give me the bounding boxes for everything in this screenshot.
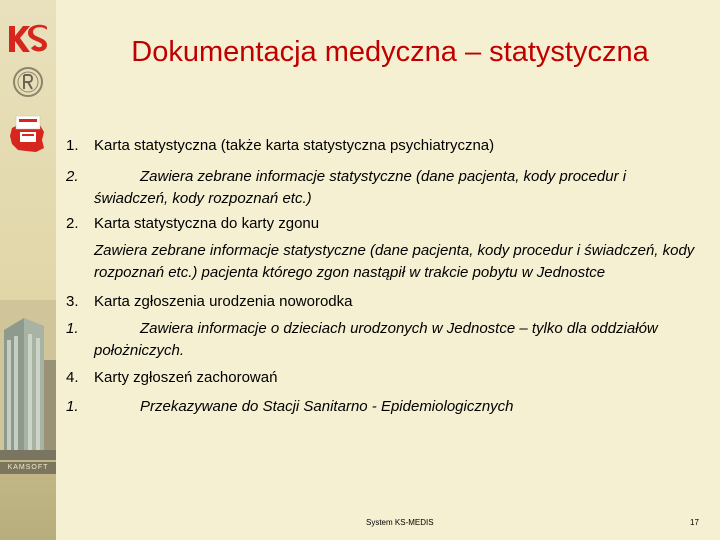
poland-map-icon (6, 114, 50, 156)
footer-system-name: System KS-MEDIS (366, 518, 434, 527)
subitem-text: Zawiera informacje o dzieciach urodzonych w Jednostce – tylko dla oddziałów położniczych. (94, 320, 658, 359)
list-item (66, 136, 494, 156)
building-photo (0, 300, 56, 460)
subitem-text: Zawiera zebrane informacje statystyczne (dane pacjenta, kody procedur i świadczeń, kody rozpoznań etc.) (94, 168, 627, 207)
item-number: 4. (66, 369, 79, 386)
list-item (66, 368, 277, 388)
list-subitem (66, 318, 706, 362)
subitem-number: 1. (66, 320, 79, 337)
item-label: Karta statystyczna (także karta statystyczna psychiatryczna) (94, 137, 495, 154)
item-label: Karta statystyczna do karty zgonu (94, 215, 320, 232)
subitem-number: 2. (66, 168, 79, 185)
kamsoft-label: KAMSOFT (0, 462, 56, 474)
page-number: 17 (690, 518, 699, 527)
item-number: 3. (66, 293, 79, 310)
subitem-text: Przekazywane do Stacji Sanitarno - Epidemiologicznych (140, 398, 514, 415)
sidebar (0, 0, 56, 540)
item-label: Karta zgłoszenia urodzenia noworodka (94, 293, 353, 310)
list-subitem (66, 166, 706, 210)
list-subitem-text: Zawiera zebrane informacje statystyczne (dane pacjenta, kody procedur i świadczeń, kody rozpoznań etc.) pacjenta którego zgon nastąpił w trakcie pobytu w Jednostce (94, 242, 695, 281)
subitem-number: 1. (66, 398, 79, 415)
registered-seal-icon (12, 66, 44, 98)
list-item (66, 214, 319, 234)
item-label: Karty zgłoszeń zachorowań (94, 369, 278, 386)
item-number: 2. (66, 215, 79, 232)
item-number: 1. (66, 137, 79, 154)
list-subitem (66, 396, 706, 418)
ks-logo-icon (6, 22, 50, 56)
slide-title: Dokumentacja medyczna – statystyczna (131, 36, 649, 68)
list-item (66, 292, 353, 312)
